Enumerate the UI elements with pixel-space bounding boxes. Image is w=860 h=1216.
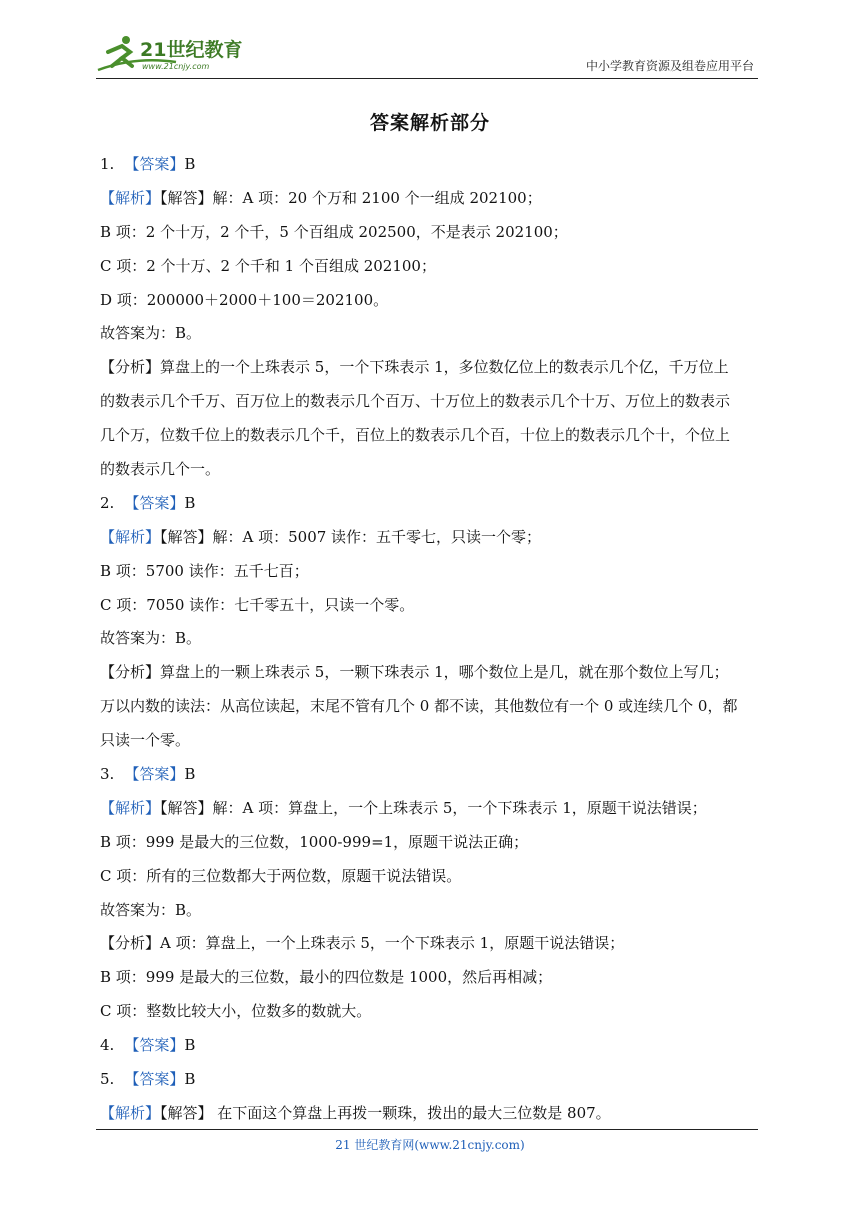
line-text: C 项：所有的三位数都大于两位数，原题干说法错误。	[100, 866, 462, 885]
text-line	[100, 216, 762, 250]
text-line	[100, 1063, 762, 1097]
text-line	[100, 453, 762, 487]
line-text: 只读一个零。	[100, 731, 191, 750]
line-text: 【分析】算盘上的一颗上珠表示 5，一颗下珠表示 1，哪个数位上是几，就在那个数位上写几；	[100, 663, 729, 682]
text-line	[100, 724, 762, 758]
text-line	[100, 284, 762, 318]
question-number: 4.	[100, 1036, 115, 1055]
text-line	[100, 487, 762, 521]
text-line	[100, 1029, 762, 1063]
line-text: B 项：999 是最大的三位数，最小的四位数是 1000，然后再相减；	[100, 968, 553, 987]
text-line	[100, 622, 762, 656]
svg-text:21世纪教育: 21世纪教育	[140, 39, 243, 61]
line-text: B	[184, 1070, 196, 1089]
line-text: B 项：999 是最大的三位数，1000-999=1，原题干说法正确；	[100, 832, 529, 851]
text-line	[100, 148, 762, 182]
line-text: B	[184, 1036, 196, 1055]
line-text: B	[184, 493, 196, 512]
text-line	[100, 927, 762, 961]
svg-text:www.21cnjy.com: www.21cnjy.com	[142, 62, 210, 71]
answer-content	[100, 148, 762, 1131]
text-line	[100, 792, 762, 826]
text-line	[100, 995, 762, 1029]
text-line	[100, 758, 762, 792]
line-text: B 项：2 个十万，2 个千，5 个百组成 202500，不是表示 202100；	[100, 222, 568, 241]
text-line	[100, 826, 762, 860]
question-number: 1.	[100, 155, 115, 173]
page-header	[96, 30, 758, 79]
line-text: D 项：200000＋2000＋100＝202100。	[100, 290, 389, 309]
platform-name: 中小学教育资源及组卷应用平台	[585, 59, 754, 73]
line-text: 的数表示几个一。	[100, 460, 221, 479]
question-number: 2.	[100, 493, 115, 512]
section-tag: 【答案】	[124, 1070, 185, 1089]
text-line	[100, 961, 762, 995]
text-line	[100, 555, 762, 589]
text-line	[100, 656, 762, 690]
question-number: 3.	[100, 765, 115, 784]
page-title: 答案解析部分	[369, 112, 490, 134]
line-text: C 项：2 个十万、2 个千和 1 个百组成 202100；	[100, 256, 436, 275]
section-tag: 【解析】	[100, 1103, 161, 1122]
line-text: 故答案为：B。	[100, 324, 202, 343]
line-text: 【解答】解：A 项：20 个万和 2100 个一组成 202100；	[160, 188, 542, 207]
section-tag: 【解析】	[100, 527, 161, 546]
section-tag: 【解析】	[100, 188, 161, 207]
page-footer: 21 世纪教育网(www.21cnjy.com)	[335, 1138, 525, 1152]
line-text: 故答案为：B。	[100, 900, 202, 919]
section-tag: 【答案】	[124, 493, 185, 512]
line-text: 【解答】 在下面这个算盘上再拨一颗珠，拨出的最大三位数是 807。	[160, 1103, 611, 1122]
text-line	[100, 250, 762, 284]
line-text: 的数表示几个千万、百万位上的数表示几个百万、十万位上的数表示几个十万、万位上的数表示	[100, 392, 731, 411]
question-number: 5.	[100, 1070, 115, 1089]
footer-divider	[96, 1129, 758, 1130]
line-text: 【分析】算盘上的一个上珠表示 5，一个下珠表示 1，多位数亿位上的数表示几个亿，千万位上	[100, 358, 729, 377]
text-line	[100, 894, 762, 928]
line-text: C 项：7050 读作：七千零五十，只读一个零。	[100, 595, 415, 614]
section-tag: 【解析】	[100, 798, 161, 817]
section-tag: 【答案】	[124, 1036, 185, 1055]
section-tag: 【答案】	[124, 155, 185, 173]
line-text: 几个万，位数千位上的数表示几个千，百位上的数表示几个百，十位上的数表示几个十，个位上	[100, 426, 731, 445]
text-line	[100, 860, 762, 894]
line-text: B 项：5700 读作：五千七百；	[100, 561, 309, 580]
line-text: 【分析】A 项：算盘上，一个上珠表示 5，一个下珠表示 1，原题干说法错误；	[100, 934, 625, 953]
line-text: B	[184, 155, 196, 173]
line-text: 【解答】解：A 项：5007 读作：五千零七，只读一个零；	[160, 527, 542, 546]
text-line	[100, 351, 762, 385]
line-text: C 项：整数比较大小，位数多的数就大。	[100, 1002, 372, 1021]
text-line	[100, 182, 762, 216]
line-text: 万以内数的读法：从高位读起，末尾不管有几个 0 都不读，其他数位有一个 0 或连续几个 0，都	[100, 697, 738, 716]
line-text: B	[184, 765, 196, 784]
line-text: 故答案为：B。	[100, 629, 202, 648]
section-tag: 【答案】	[124, 765, 185, 784]
text-line	[100, 317, 762, 351]
text-line	[100, 589, 762, 623]
logo-icon	[96, 32, 266, 74]
text-line	[100, 690, 762, 724]
text-line	[100, 385, 762, 419]
text-line	[100, 419, 762, 453]
text-line	[100, 521, 762, 555]
line-text: 【解答】解：A 项：算盘上，一个上珠表示 5，一个下珠表示 1，原题干说法错误；	[160, 798, 707, 817]
text-line	[100, 1097, 762, 1131]
